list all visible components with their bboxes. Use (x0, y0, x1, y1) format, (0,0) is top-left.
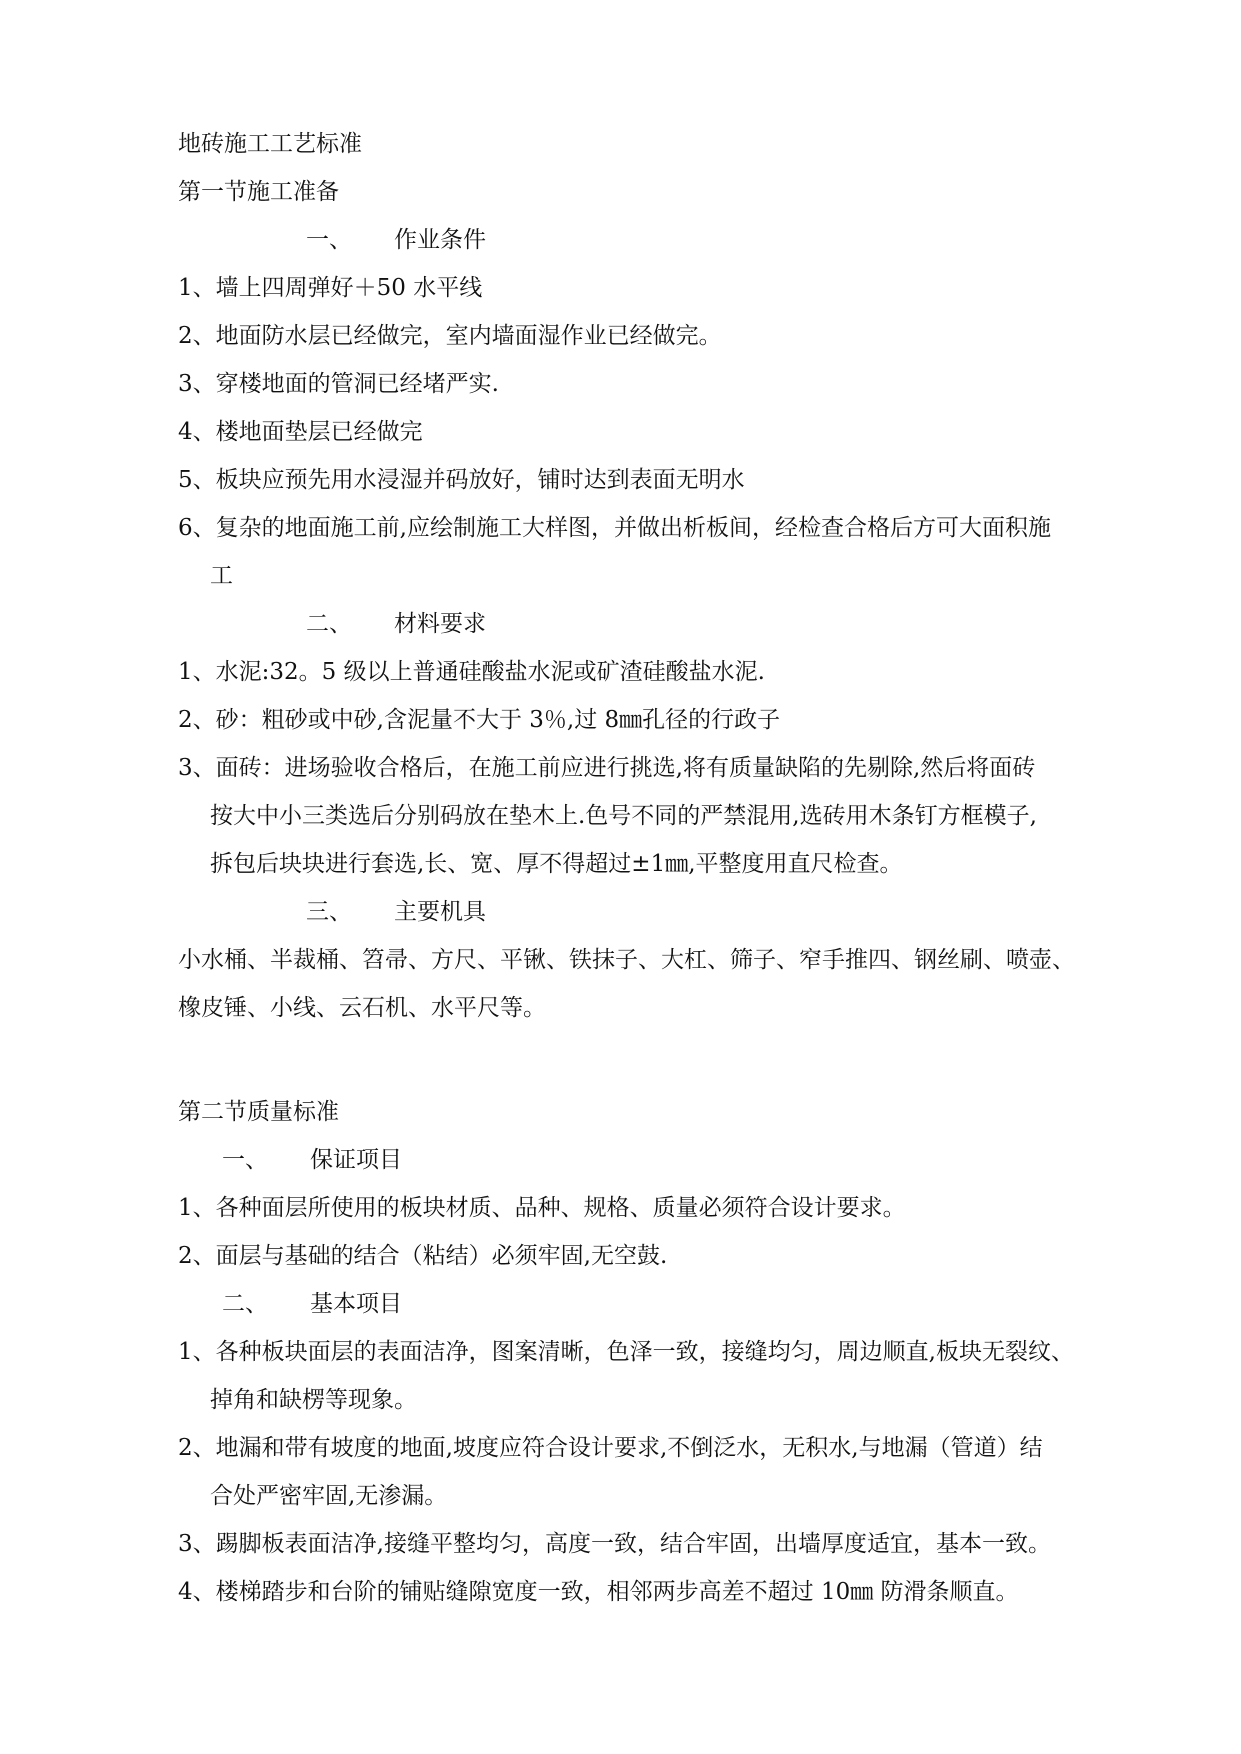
section1-part3-number: 三、 (306, 899, 352, 925)
s1p3-line-2: 橡皮锤、小线、云石机、水平尺等。 (178, 995, 546, 1021)
s2p2-item-2-cont: 合处严密牢固,无渗漏。 (210, 1483, 448, 1509)
section2-part2-heading (222, 1288, 402, 1320)
s1p1-item-5: 5、板块应预先用水浸湿并码放好，铺时达到表面无明水 (178, 467, 745, 493)
section1-part1-title: 作业条件 (394, 227, 486, 253)
s1p1-item-6-cont: 工 (210, 563, 233, 589)
section1-part3-title: 主要机具 (394, 899, 486, 925)
section1-part1-heading (306, 224, 486, 256)
section2-part2-number: 二、 (222, 1291, 268, 1317)
s1p1-item-6: 6、复杂的地面施工前,应绘制施工大样图，并做出析板间，经检查合格后方可大面积施 (178, 515, 1051, 541)
s1p2-item-2: 2、砂：粗砂或中砂,含泥量不大于 3％,过 8㎜孔径的行政子 (178, 707, 781, 733)
s1p1-item-4: 4、楼地面垫层已经做完 (178, 419, 423, 445)
s1p2-item-1: 1、水泥:32。5 级以上普通硅酸盐水泥或矿渣硅酸盐水泥. (178, 659, 765, 685)
section2-title: 第二节质量标准 (178, 1099, 339, 1125)
s1p2-item-3: 3、面砖：进场验收合格后，在施工前应进行挑选,将有质量缺陷的先剔除,然后将面砖 (178, 755, 1036, 781)
s2p2-item-4: 4、楼梯踏步和台阶的铺贴缝隙宽度一致，相邻两步高差不超过 10㎜ 防滑条顺直。 (178, 1579, 1019, 1605)
section2-part2-title: 基本项目 (310, 1291, 402, 1317)
s1p1-item-1: 1、墙上四周弹好＋50 水平线 (178, 275, 483, 301)
section1-part2-number: 二、 (306, 611, 352, 637)
s1p2-item-3-cont-1: 按大中小三类选后分别码放在垫木上.色号不同的严禁混用,选砖用木条钉方框模子, (210, 803, 1037, 829)
s2p2-item-1: 1、各种板块面层的表面洁净，图案清晰，色泽一致，接缝均匀，周边顺直,板块无裂纹、 (178, 1339, 1074, 1365)
section1-part2-heading (306, 608, 486, 640)
s2p2-item-2: 2、地漏和带有坡度的地面,坡度应符合设计要求,不倒泛水，无积水,与地漏（管道）结 (178, 1435, 1043, 1461)
section1-part1-number: 一、 (306, 227, 352, 253)
section2-part1-heading (222, 1144, 402, 1176)
s2p2-item-1-cont: 掉角和缺楞等现象。 (210, 1387, 417, 1413)
section1-title: 第一节施工准备 (178, 179, 339, 205)
section2-part1-number: 一、 (222, 1147, 268, 1173)
section2-part1-title: 保证项目 (310, 1147, 402, 1173)
section1-part3-heading (306, 896, 486, 928)
s2p1-item-1: 1、各种面层所使用的板块材质、品种、规格、质量必须符合设计要求。 (178, 1195, 906, 1221)
s2p1-item-2: 2、面层与基础的结合（粘结）必须牢固,无空鼓. (178, 1243, 668, 1269)
s1p1-item-3: 3、穿楼地面的管洞已经堵严实. (178, 371, 499, 397)
document-title: 地砖施工工艺标准 (178, 131, 362, 157)
s1p3-line-1: 小水桶、半裁桶、笤帚、方尺、平锹、铁抹子、大杠、筛子、窄手推四、钢丝刷、喷壶、 (178, 947, 1075, 973)
s2p2-item-3: 3、踢脚板表面洁净,接缝平整均匀，高度一致，结合牢固，出墙厚度适宜，基本一致。 (178, 1531, 1051, 1557)
s1p2-item-3-cont-2: 拆包后块块进行套选,长、宽、厚不得超过±1㎜,平整度用直尺检查。 (210, 851, 903, 877)
section1-part2-title: 材料要求 (394, 611, 486, 637)
s1p1-item-2: 2、地面防水层已经做完，室内墙面湿作业已经做完。 (178, 323, 722, 349)
